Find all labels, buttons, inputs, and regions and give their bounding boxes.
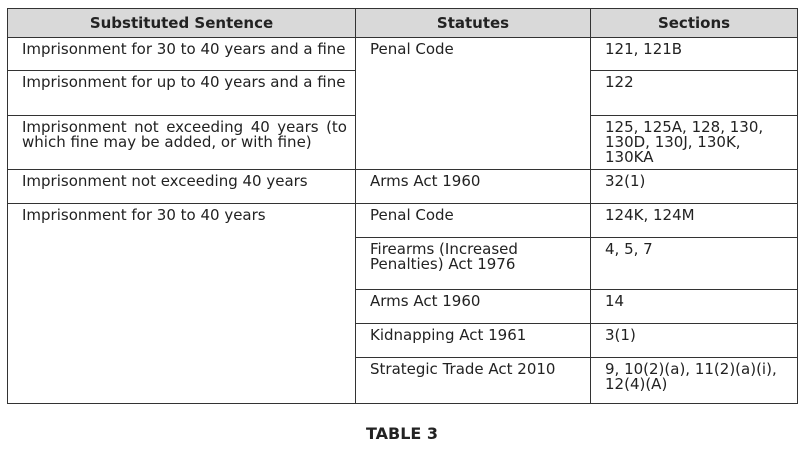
statute-cell: Firearms (Increased Penalties) Act 1976 — [356, 238, 591, 290]
sections-cell: 124K, 124M — [591, 204, 798, 238]
header-statutes: Statutes — [356, 9, 591, 38]
sections-cell: 9, 10(2)(a), 11(2)(a)(i), 12(4)(A) — [591, 358, 798, 404]
sections-cell: 122 — [591, 71, 798, 116]
sections-cell: 4, 5, 7 — [591, 238, 798, 290]
statute-cell: Penal Code — [356, 204, 591, 238]
sections-cell: 14 — [591, 290, 798, 324]
statute-cell: Strategic Trade Act 2010 — [356, 358, 591, 404]
statute-cell: Kidnapping Act 1961 — [356, 324, 591, 358]
sections-cell: 32(1) — [591, 170, 798, 204]
statute-cell: Penal Code — [356, 38, 591, 170]
table-row — [8, 38, 798, 71]
header-substituted-sentence: Substituted Sentence — [8, 9, 356, 38]
table-row — [8, 170, 798, 204]
sentence-cell: Imprisonment for 30 to 40 years and a fine — [8, 38, 356, 71]
sentence-cell: Imprisonment not exceeding 40 years (to which fine may be added, or with fine) — [8, 116, 356, 170]
table-row — [8, 204, 798, 238]
sections-cell: 3(1) — [591, 324, 798, 358]
header-sections: Sections — [591, 9, 798, 38]
sentence-cell: Imprisonment not exceeding 40 years — [8, 170, 356, 204]
table-header-row — [8, 9, 798, 38]
sentence-cell: Imprisonment for up to 40 years and a fine — [8, 71, 356, 116]
statute-cell: Arms Act 1960 — [356, 170, 591, 204]
sentence-cell: Imprisonment for 30 to 40 years — [8, 204, 356, 404]
table-caption: TABLE 3 — [365, 424, 439, 443]
sections-cell: 121, 121B — [591, 38, 798, 71]
statute-cell: Arms Act 1960 — [356, 290, 591, 324]
sentences-table — [7, 8, 798, 404]
sections-cell: 125, 125A, 128, 130, 130D, 130J, 130K, 130KA — [591, 116, 798, 170]
